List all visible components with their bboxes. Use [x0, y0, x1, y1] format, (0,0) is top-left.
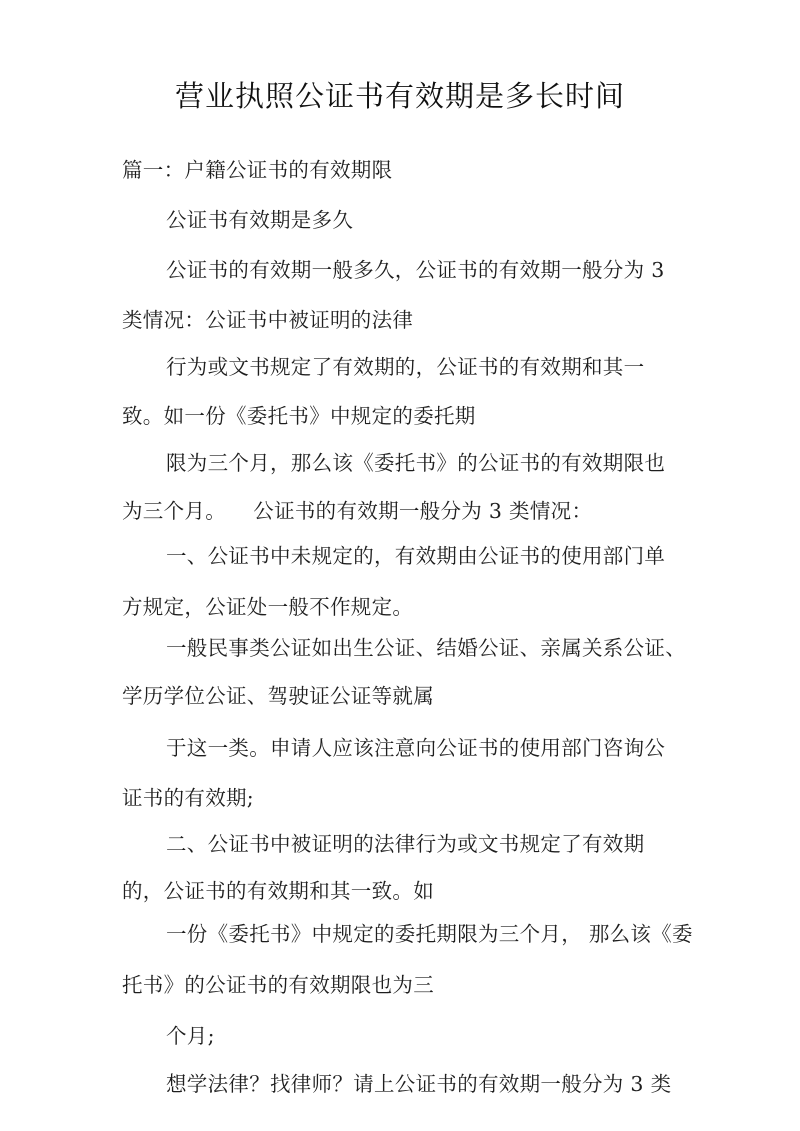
- paragraph-line: 一份《委托书》中规定的委托期限为三个月， 那么该《委: [166, 922, 693, 946]
- paragraph-line: 公证书的有效期一般多久，公证书的有效期一般分为 3: [166, 258, 665, 282]
- paragraph-line: 二、公证书中被证明的法律行为或文书规定了有效期: [166, 832, 645, 856]
- paragraph-line: 致。如一份《委托书》中规定的委托期: [122, 404, 476, 428]
- paragraph-line: 为三个月。 公证书的有效期一般分为 3 类情况：: [122, 499, 593, 523]
- paragraph-line: 方规定，公证处一般不作规定。: [122, 595, 414, 619]
- paragraph-line: 行为或文书规定了有效期的，公证书的有效期和其一: [166, 355, 645, 379]
- paragraph-line: 个月;: [166, 1024, 215, 1048]
- paragraph-line: 的，公证书的有效期和其一致。如: [122, 879, 434, 903]
- paragraph-line: 一般民事类公证如出生公证、结婚公证、亲属关系公证、: [166, 636, 686, 660]
- paragraph-line: 于这一类。申请人应该注意向公证书的使用部门咨询公: [166, 736, 666, 760]
- paragraph-line: 想学法律？找律师？请上公证书的有效期一般分为 3 类: [166, 1072, 672, 1096]
- paragraph-line: 一、公证书中未规定的，有效期由公证书的使用部门单: [166, 544, 666, 568]
- paragraph-line: 公证书有效期是多久: [166, 208, 354, 232]
- paragraph-line: 类情况：公证书中被证明的法律: [122, 308, 414, 332]
- paragraph-line: 托书》的公证书的有效期限也为三: [122, 973, 434, 997]
- section-heading: 篇一：户籍公证书的有效期限: [122, 158, 393, 182]
- paragraph-line: 证书的有效期;: [122, 786, 255, 810]
- paragraph-line: 限为三个月，那么该《委托书》的公证书的有效期限也: [166, 451, 666, 475]
- paragraph-line: 学历学位公证、驾驶证公证等就属: [122, 684, 434, 708]
- document-title: 营业执照公证书有效期是多长时间: [174, 79, 625, 113]
